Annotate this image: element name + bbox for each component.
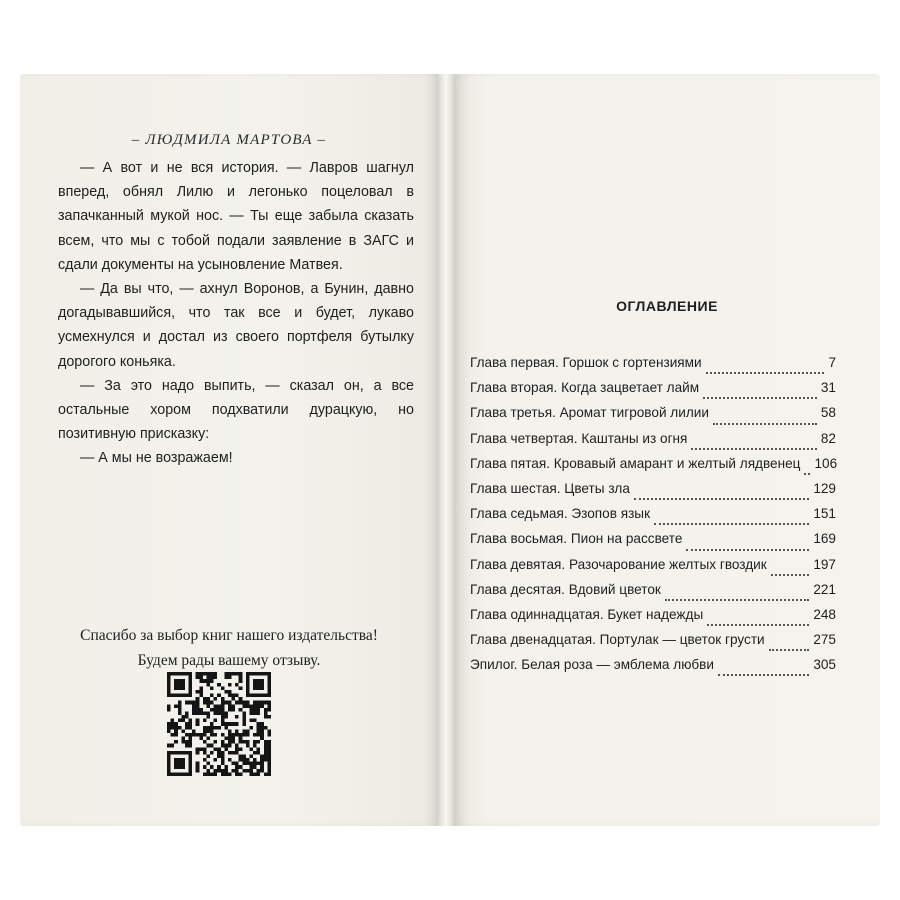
toc-entry-page: 169	[813, 531, 836, 547]
toc-entry-page: 7	[828, 355, 836, 370]
toc-entry-title: Эпилог. Белая роза — эмблема любви	[470, 657, 714, 673]
toc-entry-page: 197	[813, 556, 836, 572]
toc-entry-page: 221	[813, 581, 836, 597]
toc-entry	[470, 607, 836, 632]
paragraph: — За это надо выпить, — сказал он, а все остальные хором подхватили дурацкую, но позитивную присказку:	[58, 377, 414, 443]
toc-entry-title: Глава вторая. Когда зацветает лайм	[470, 380, 700, 396]
publisher-thanks	[20, 623, 438, 673]
toc-dot-leader	[769, 648, 810, 651]
toc-entry	[470, 657, 836, 682]
toc-entry-page: 129	[813, 480, 836, 496]
toc-entry	[470, 355, 836, 380]
toc-entry	[470, 380, 836, 405]
toc-dot-leader	[804, 472, 810, 475]
toc-entry-title: Глава двенадцатая. Портулак — цветок грусти	[470, 632, 765, 648]
book-gutter	[438, 74, 454, 826]
toc-entry	[470, 582, 836, 607]
toc-title: ОГЛАВЛЕНИЕ	[616, 298, 718, 314]
toc-dot-leader	[703, 396, 817, 399]
toc-entry	[470, 481, 836, 506]
toc-entry-title: Глава восьмая. Пион на рассвете	[470, 531, 683, 547]
paragraph: — Да вы что, — ахнул Воронов, а Бунин, давно догадывавшийся, что так все и будет, лукаво усмехнулся и достал из своего портфеля бутылку дорогого коньяка.	[58, 281, 414, 370]
toc-entry-page: 248	[813, 606, 836, 622]
toc-entry-title: Глава первая. Горшок с гортензиями	[470, 355, 702, 370]
toc-dot-leader	[691, 447, 816, 450]
toc-entry	[470, 405, 836, 430]
toc-entry-title: Глава одиннадцатая. Букет надежды	[470, 606, 704, 622]
running-head-author: – ЛЮДМИЛА МАРТОВА –	[131, 132, 327, 148]
toc-entry	[470, 632, 836, 657]
paragraph: — А вот и не вся история. — Лавров шагнул вперед, обнял Лилю и легонько поцеловал в запачканный мукой нос. — Ты еще забыла сказать всем, что мы с тобой подали заявление в ЗАГС и сдали документы на усыновление Матвея.	[58, 160, 414, 273]
left-page	[20, 74, 438, 826]
toc-entry-title: Глава третья. Аромат тигровой лилии	[470, 405, 709, 421]
paragraph: — А мы не возражаем!	[80, 450, 233, 467]
toc-entry-page: 31	[820, 380, 836, 396]
toc-entry	[470, 506, 836, 531]
qr-code-icon	[167, 672, 271, 776]
table-of-contents	[470, 355, 836, 682]
toc-entry	[470, 456, 836, 481]
toc-dot-leader	[654, 522, 809, 525]
toc-entry-title: Глава десятая. Вдовий цветок	[470, 581, 661, 597]
toc-entry-page: 275	[813, 632, 836, 648]
toc-dot-leader	[665, 598, 809, 601]
toc-dot-leader	[706, 371, 825, 374]
toc-dot-leader	[686, 548, 809, 551]
toc-entry-page: 151	[813, 506, 836, 522]
right-page	[454, 74, 880, 826]
thanks-line-2: Будем рады вашему отзыву.	[137, 652, 321, 669]
toc-entry	[470, 557, 836, 582]
toc-dot-leader	[707, 623, 809, 626]
toc-entry-title: Глава шестая. Цветы зла	[470, 480, 630, 496]
story-ending-text	[58, 156, 414, 471]
toc-entry	[470, 531, 836, 556]
toc-dot-leader	[771, 573, 810, 576]
toc-entry-title: Глава четвертая. Каштаны из огня	[470, 430, 688, 446]
toc-entry	[470, 431, 836, 456]
toc-entry-title: Глава пятая. Кровавый амарант и желтый лядвенец	[470, 455, 801, 471]
toc-entry-page: 106	[814, 455, 838, 471]
toc-entry-title: Глава седьмая. Эзопов язык	[470, 506, 651, 522]
toc-entry-page: 82	[820, 430, 836, 446]
toc-entry-page: 58	[820, 405, 836, 421]
toc-entry-title: Глава девятая. Разочарование желтых гвоздик	[470, 556, 767, 572]
toc-dot-leader	[718, 673, 809, 676]
toc-dot-leader	[713, 422, 817, 425]
toc-entry-page: 305	[813, 657, 836, 673]
toc-dot-leader	[634, 497, 809, 500]
thanks-line-1: Спасибо за выбор книг нашего издательства!	[80, 627, 378, 644]
